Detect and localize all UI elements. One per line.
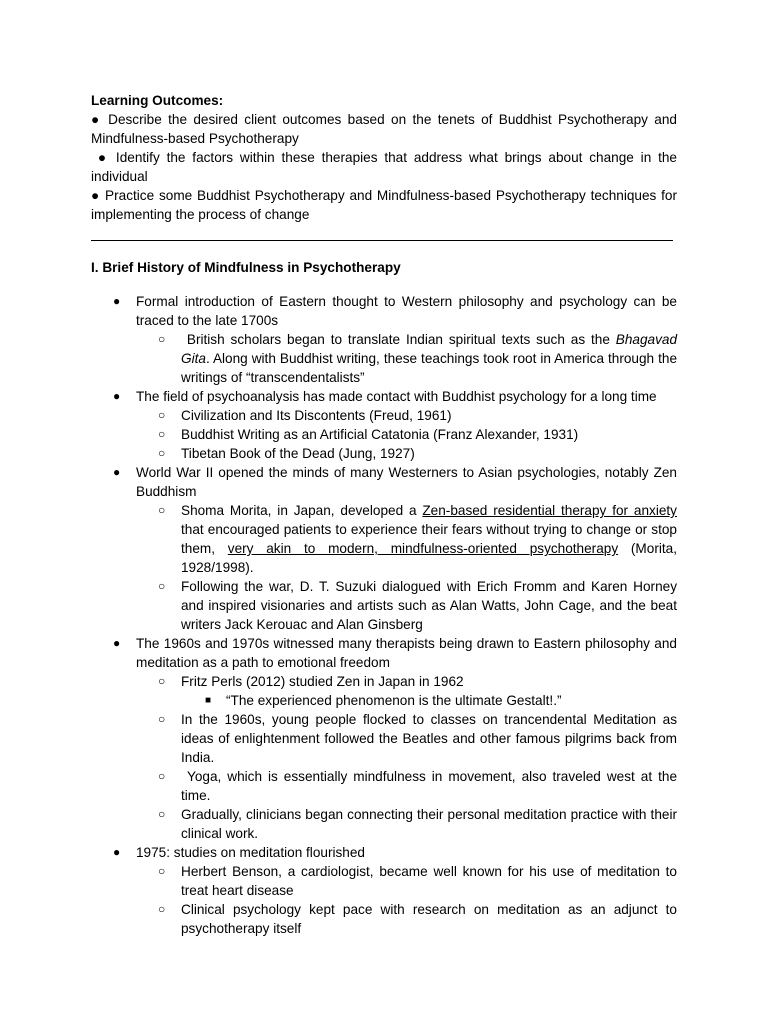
bullet-marker: ● [113,465,121,479]
section-title: I. Brief History of Mindfulness in Psychotherapy [91,260,401,275]
sub-sub-list [181,691,677,710]
text-run: British scholars began to translate Indian spiritual texts such as the [181,332,616,347]
sub-list [136,501,677,634]
text-run: . Along with Buddhist writing, these teachings took root in America through the writings of “transcendentalists” [181,351,677,385]
circle-marker: ○ [158,864,166,878]
learning-outcomes-title: Learning Outcomes: [91,93,224,108]
list-item-text: 1975: studies on meditation flourished [136,845,365,860]
list-item [91,843,677,938]
circle-marker: ○ [158,579,166,593]
sub-list-item-text: Yoga, which is essentially mindfulness in movement, also traveled west at the time. [181,769,681,803]
sub-list-item [136,805,677,843]
list-item [91,292,677,387]
bullet-marker: ● [113,389,121,403]
square-marker: ■ [205,695,212,706]
sub-list-item [136,900,677,938]
list-item [91,634,681,843]
sub-list-item-text: Following the war, D. T. Suzuki dialogued with Erich Fromm and Karen Horney and inspired visionaries and artists such as Alan Watts, John Cage, and the beat writers Jack Kerouac and Alan Ginsberg [181,579,677,632]
learning-outcome-item: ● Identify the factors within these therapies that address what brings about change in the individual [91,150,681,184]
bullet-marker: ● [113,294,121,308]
sub-list-item-text: Civilization and Its Discontents (Freud, 1961) [181,408,452,423]
sub-list-item [136,710,677,767]
underlined-phrase: Zen-based residential therapy for anxiety [422,503,677,518]
circle-marker: ○ [158,674,166,688]
sub-list-item [136,406,677,425]
sub-list [136,862,677,938]
circle-marker: ○ [158,807,166,821]
learning-outcome-item: ● Describe the desired client outcomes based on the tenets of Buddhist Psychotherapy and Mindfulness-based Psychotherapy [91,112,677,146]
learning-outcome-item: ● Practice some Buddhist Psychotherapy and Mindfulness-based Psychotherapy techniques for implementing the process of change [91,188,677,222]
sub-list [136,330,677,387]
text-run: Shoma Morita, in Japan, developed a [181,503,423,518]
circle-marker: ○ [158,769,166,783]
list-item [91,387,677,463]
sub-list-item-text: Gradually, clinicians began connecting their personal meditation practice with their clinical work. [181,807,677,841]
circle-marker: ○ [158,503,166,517]
list-item-text: World War II opened the minds of many Westerners to Asian psychologies, notably Zen Buddhism [136,465,677,499]
sub-list-item [136,425,677,444]
horizontal-rule [91,240,673,241]
sub-list-item-text: In the 1960s, young people flocked to classes on trancendental Meditation as ideas of enlightenment followed the Beatles and other famous pilgrims back from India. [181,712,677,765]
quote-text: “The experienced phenomenon is the ultimate Gestalt!.” [226,693,562,708]
list-item-text: The 1960s and 1970s witnessed many therapists being drawn to Eastern philosophy and meditation as a path to emotional freedom [136,636,677,670]
list-item [91,463,677,634]
list-item-text: Formal introduction of Eastern thought to Western philosophy and psychology can be traced to the late 1700s [136,294,677,328]
circle-marker: ○ [158,427,166,441]
sub-list-item [136,330,677,387]
sub-list-item-text [181,501,677,577]
sub-list-item [136,501,677,577]
sub-list-item-text: Fritz Perls (2012) studied Zen in Japan in 1962 [181,674,464,689]
circle-marker: ○ [158,408,166,422]
sub-list-item-text: Tibetan Book of the Dead (Jung, 1927) [181,446,415,461]
learning-outcomes [91,91,681,224]
circle-marker: ○ [158,446,166,460]
sub-list-item [136,767,681,805]
sub-list-item [136,672,677,710]
italic-title: Bhagavad Gita [181,332,678,366]
text-run: (Morita, 1928/1998). [181,541,677,575]
sub-list [136,672,681,843]
underlined-phrase: very akin to modern, mindfulness-oriented psychotherapy [227,541,619,556]
circle-marker: ○ [158,902,166,916]
bullet-marker: ● [113,636,121,650]
sub-list-item-text [181,330,677,387]
sub-list-item [136,577,677,634]
circle-marker: ○ [158,712,166,726]
text-run: that encouraged patients to experience their fears without trying to change or stop them, [181,522,677,556]
sub-list-item [136,862,677,900]
bullet-list [91,292,681,938]
sub-list-item-text: Clinical psychology kept pace with research on meditation as an adjunct to psychotherapy itself [181,902,677,936]
sub-list [136,406,677,463]
sub-list-item [136,444,677,463]
history-outline [91,292,681,938]
bullet-marker: ● [113,845,121,859]
sub-list-item-text: Buddhist Writing as an Artificial Catatonia (Franz Alexander, 1931) [181,427,579,442]
circle-marker: ○ [158,332,166,346]
sub-sub-list-item [181,691,677,710]
sub-list-item-text: Herbert Benson, a cardiologist, became well known for his use of meditation to treat heart disease [181,864,677,898]
list-item-text: The field of psychoanalysis has made contact with Buddhist psychology for a long time [136,389,657,404]
